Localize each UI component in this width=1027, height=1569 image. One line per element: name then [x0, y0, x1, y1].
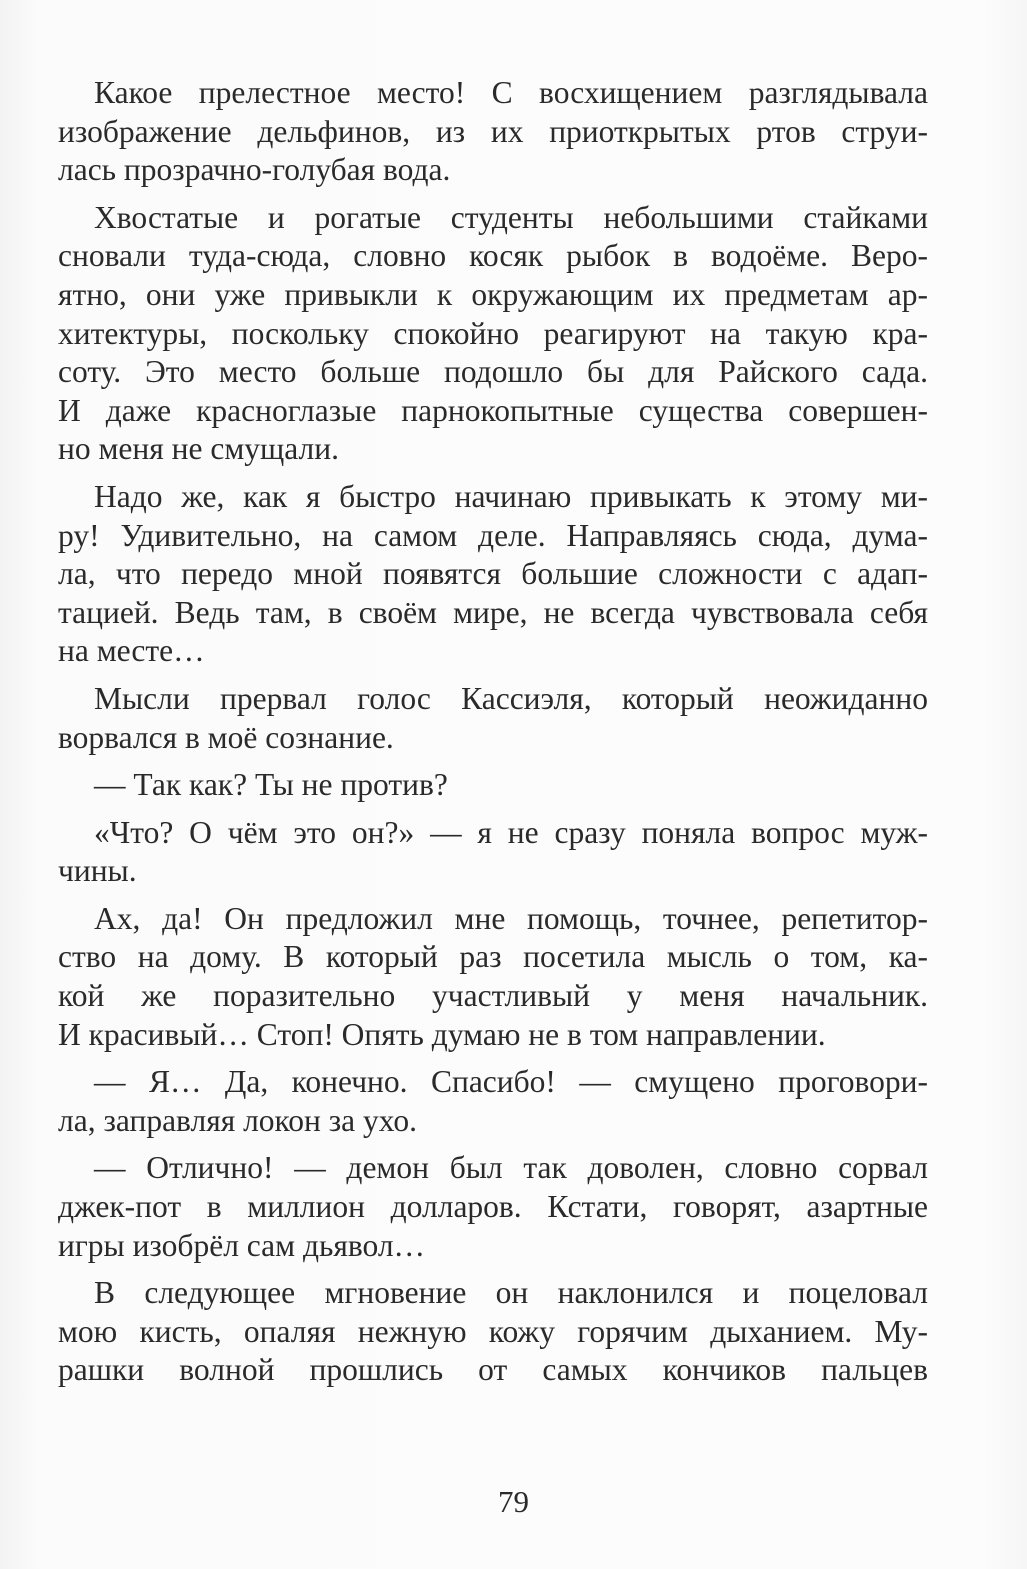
text-line: мою кисть, опаляя нежную кожу горячим дыханием. Му-	[58, 1313, 928, 1349]
text-line: чины.	[58, 853, 137, 889]
text-line: Ах, да! Он предложил мне помощь, точнее, репетитор-	[94, 900, 928, 936]
text-line: И даже красноглазые парнокопытные существа совершен-	[58, 392, 928, 428]
text-line: рашки волной прошлись от самых кончиков пальцев	[58, 1352, 928, 1388]
text-line: лась прозрачно-голубая вода.	[58, 152, 451, 188]
text-line: ворвался в моё сознание.	[58, 719, 394, 755]
text-line: В следующее мгновение он наклонился и поцеловал	[94, 1275, 928, 1311]
text-line: джек-пот в миллион долларов. Кстати, говорят, азартные	[58, 1189, 928, 1225]
text-line: ство на дому. В который раз посетила мысль о том, ка-	[58, 939, 928, 975]
text-line: ла, заправляя локон за ухо.	[58, 1102, 417, 1138]
text-line: — Отлично! — демон был так доволен, словно сорвал	[94, 1150, 928, 1186]
text-line: на месте…	[58, 633, 205, 669]
text-line: изображение дельфинов, из их приоткрытых ртов струи-	[58, 113, 928, 149]
text-line: «Что? О чём это он?» — я не сразу поняла вопрос муж-	[94, 814, 928, 850]
text-line: Какое прелестное место! С восхищением разглядывала	[94, 75, 928, 110]
text-line: Надо же, как я быстро начинаю привыкать к этому ми-	[94, 478, 928, 514]
text-line: но меня не смущали.	[58, 431, 339, 467]
page-number: 79	[498, 1484, 529, 1519]
text-line: И красивый… Стоп! Опять думаю не в том направлении.	[58, 1016, 826, 1052]
text-line: соту. Это место больше подошло бы для Райского сада.	[58, 354, 928, 390]
text-line: игры изобрёл сам дьявол…	[58, 1227, 426, 1263]
text-line: тацией. Ведь там, в своём мире, не всегда чувствовала себя	[58, 594, 928, 630]
text-line: Хвостатые и рогатые студенты небольшими стайками	[94, 199, 928, 235]
text-line: кой же поразительно участливый у меня начальник.	[58, 978, 928, 1014]
text-line: хитектуры, поскольку спокойно реагируют на такую кра-	[58, 315, 928, 351]
text-line: сновали туда-сюда, словно косяк рыбок в водоёме. Веро-	[58, 238, 928, 274]
text-line: Мысли прервал голос Кассиэля, который неожиданно	[94, 680, 928, 716]
text-line: ру! Удивительно, на самом деле. Направляясь сюда, дума-	[58, 517, 928, 553]
text-line: ла, что передо мной появятся большие сложности с адап-	[58, 556, 928, 592]
text-line: — Я… Да, конечно. Спасибо! — смущено проговори-	[94, 1064, 928, 1100]
text-line: ятно, они уже привыкли к окружающим их предметам ар-	[58, 276, 928, 312]
text-line: — Так как? Ты не против?	[94, 767, 448, 803]
body-text	[58, 74, 928, 1390]
